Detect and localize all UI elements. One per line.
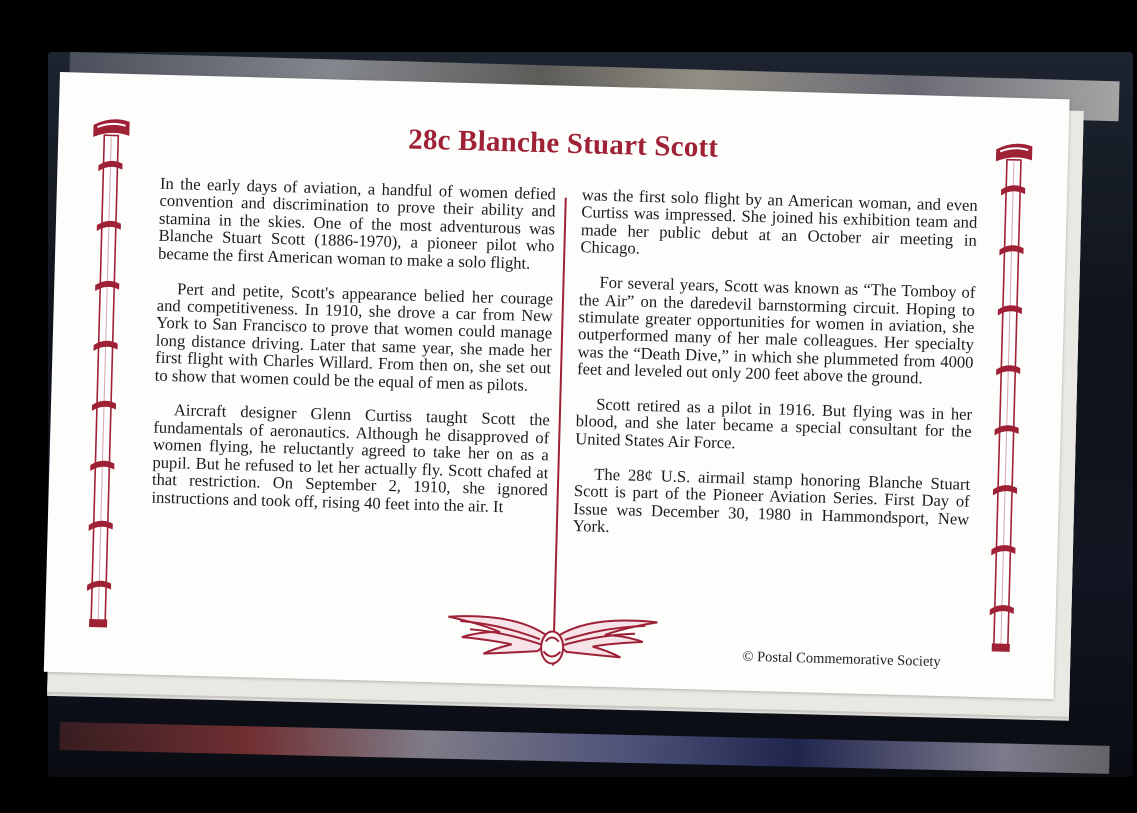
- paragraph: Aircraft designer Glenn Curtiss taught Scott the fundamentals of aeronautics. Although he disapproved of women flying, he reluctantly agreed to take her on as a pupil. But he refused to let her actually fly. Scott chafed at that restriction. On September 2, 1910, she ignored instructions and took off, rising 40 feet into the air. It: [151, 400, 551, 516]
- paragraph: Scott retired as a pilot in 1916. But flying was in her blood, and she later became a special consultant for the United States Air Force.: [575, 394, 973, 453]
- text-column-left: [151, 175, 556, 534]
- ribbon-pillar-icon: [981, 137, 1035, 658]
- paragraph: For several years, Scott was known as “The Tomboy of the Air” on the daredevil barnstorming circuit. Hoping to stimulate greater opportunities for women in aviation, she outperformed many of her male colleagues. Her specialty was the “Death Dive,” in which she plummeted from 4000 feet and leveled out only 200 feet above the ground.: [576, 272, 976, 388]
- ribbon-pillar-icon: [78, 113, 132, 634]
- text-column-right: [572, 186, 978, 562]
- eagle-wings-icon: [439, 600, 666, 676]
- column-divider: [552, 198, 567, 666]
- paragraph: The 28¢ U.S. airmail stamp honoring Blanche Stuart Scott is part of the Pioneer Aviation Series. First Day of Issue was December 30, 1980 in Hammondsport, New York.: [572, 464, 971, 537]
- page-title: 28c Blanche Stuart Scott: [407, 123, 719, 164]
- paragraph: was the first solo flight by an American woman, and even Curtiss was impressed. She joined his exhibition team and made her public debut at an October air meeting in Chicago.: [580, 185, 978, 258]
- commemorative-card: [44, 72, 1070, 699]
- paragraph: Pert and petite, Scott's appearance belied her courage and competitiveness. In 1910, she drove a car from New York to San Francisco to prove that women could manage long distance driving. Later that same year, she made her first flight with Charles Willard. From then on, she set out to show that women could be the equal of men as pilots.: [154, 278, 554, 395]
- copyright-text: © Postal Commemorative Society: [742, 648, 941, 671]
- paragraph: In the early days of aviation, a handful of women defied convention and discrimination to prove their ability and stamina in the skies. One of the most adventurous was Blanche Stuart Scott (1886-1970), a pioneer pilot who became the first American woman to make a solo flight.: [157, 173, 557, 273]
